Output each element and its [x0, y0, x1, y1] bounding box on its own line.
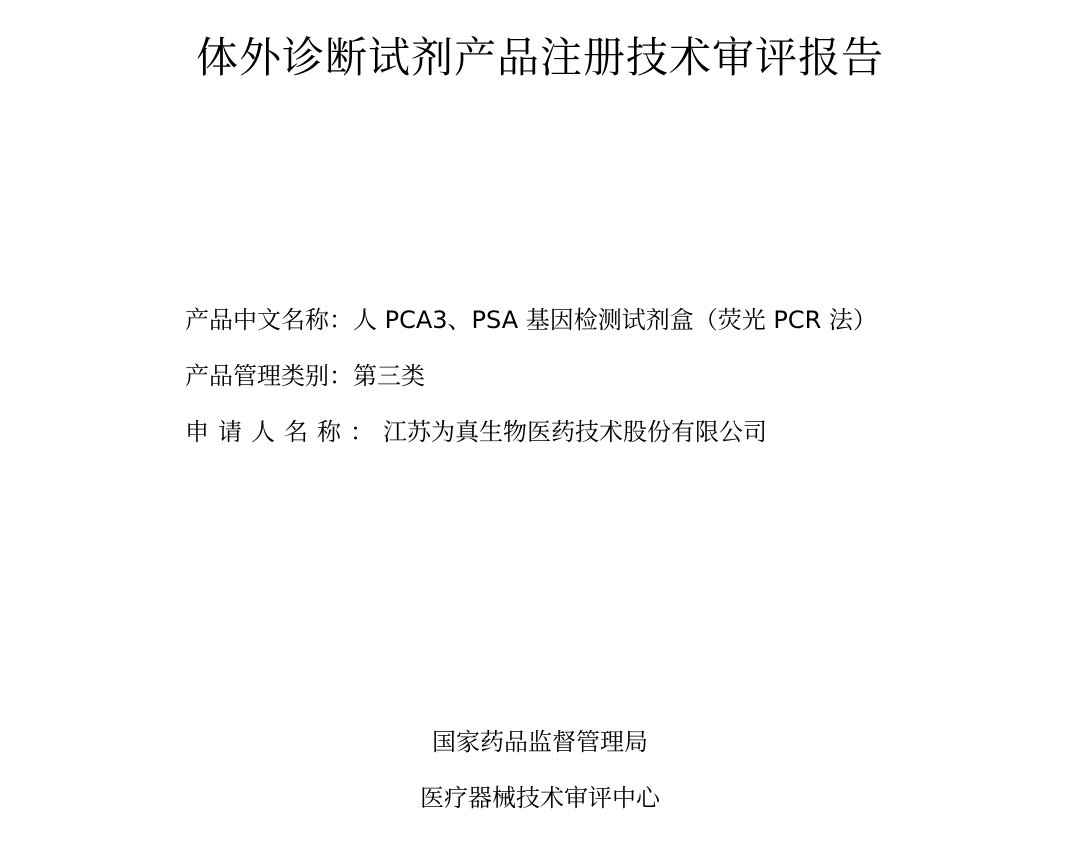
report-title: 体外诊断试剂产品注册技术审评报告 — [195, 33, 884, 82]
product-name-row — [185, 300, 1045, 356]
product-name-label: 产品中文名称： — [185, 306, 353, 334]
applicant-row — [185, 412, 1045, 468]
applicant-label: 申请人名称： — [185, 418, 383, 446]
review-center-name: 医疗器械技术审评中心 — [420, 784, 660, 812]
applicant-value: 江苏为真生物医药技术股份有限公司 — [383, 418, 767, 446]
product-info — [185, 300, 1045, 468]
agency-name: 国家药品监督管理局 — [432, 728, 648, 756]
management-category-label: 产品管理类别： — [185, 362, 353, 390]
product-name-value: 人 PCA3、PSA 基因检测试剂盒（荧光 PCR 法） — [353, 306, 877, 334]
management-category-value: 第三类 — [353, 362, 425, 390]
management-category-row — [185, 356, 1045, 412]
